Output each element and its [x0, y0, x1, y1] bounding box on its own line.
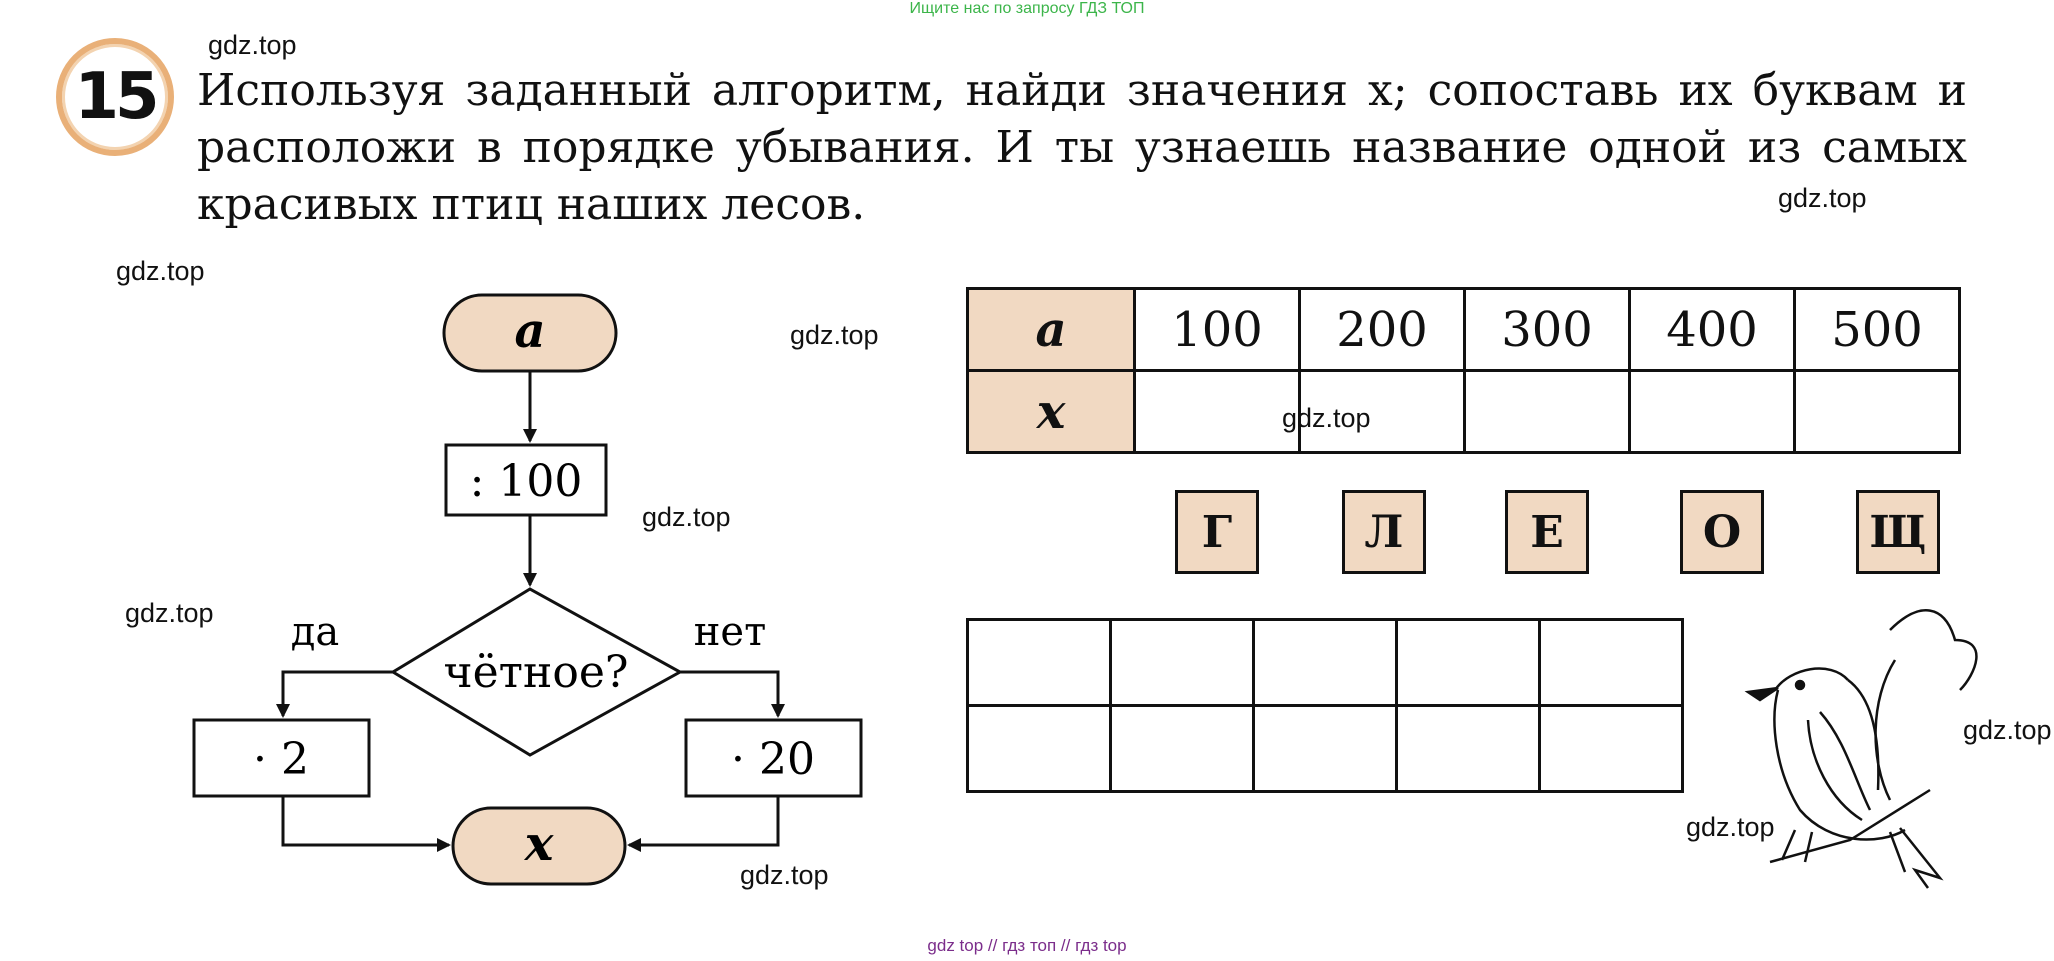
value-table-row-a [968, 289, 1960, 371]
watermark: gdz.top [790, 320, 879, 350]
value-table [966, 287, 1961, 454]
watermark: gdz.top [125, 598, 214, 628]
arrow-no-to-end [629, 796, 778, 845]
answer-grid-cell[interactable] [1111, 706, 1254, 792]
task-number-badge: 15 [56, 38, 174, 156]
value-table-a-cell: 300 [1465, 289, 1630, 371]
flowchart-multiply-20-label: · 20 [731, 734, 815, 785]
value-table-x-cell[interactable] [1630, 371, 1795, 453]
watermark: gdz.top [116, 256, 205, 286]
answer-grid-row [968, 706, 1683, 792]
watermark: gdz.top [1778, 183, 1867, 213]
flowchart-yes-label: да [290, 609, 340, 655]
top-banner[interactable]: Ищите нас по запросу ГДЗ ТОП [909, 0, 1145, 17]
task-text: Используя заданный алгоритм, найди значения x; сопоставь их буквам и расположи в порядке убывания. И ты узнаешь название одной из самых красивых птиц наших лесов. [197, 65, 1967, 230]
arrow-no-branch [680, 672, 778, 716]
answer-grid-row [968, 620, 1683, 706]
value-table-a-cell: 500 [1795, 289, 1960, 371]
flowchart-multiply-2-label: · 2 [253, 734, 309, 785]
watermark: gdz.top [1282, 403, 1371, 433]
letter-tile-shch: Щ [1856, 490, 1940, 574]
value-table-x-cell[interactable] [1795, 371, 1960, 453]
watermark: gdz.top [1686, 812, 1775, 842]
answer-grid-cell[interactable] [1111, 620, 1254, 706]
answer-grid-cell[interactable] [1540, 706, 1683, 792]
letter-tile-l: Л [1342, 490, 1426, 574]
letter-tile-e: Е [1505, 490, 1589, 574]
value-table-x-cell[interactable] [1465, 371, 1630, 453]
arrow-yes-to-end [283, 796, 449, 845]
flowchart-start-label: a [514, 303, 546, 359]
value-table-x-cell[interactable] [1135, 371, 1300, 453]
value-table-a-cell: 400 [1630, 289, 1795, 371]
answer-grid [966, 618, 1684, 793]
watermark: gdz.top [1963, 715, 2052, 745]
answer-grid-cell[interactable] [1254, 620, 1397, 706]
value-table-a-cell: 200 [1300, 289, 1465, 371]
answer-grid-cell[interactable] [1540, 620, 1683, 706]
flowchart-condition-label: чётное? [443, 647, 629, 698]
answer-grid-cell[interactable] [1397, 706, 1540, 792]
arrow-yes-branch [283, 672, 393, 716]
flowchart-no-label: нет [693, 609, 767, 655]
bird-illustration [1748, 610, 1976, 888]
value-table-a-cell: 100 [1135, 289, 1300, 371]
value-table-row-x [968, 371, 1960, 453]
watermark: gdz.top [642, 502, 731, 532]
flowchart-end-label: x [524, 816, 554, 872]
bottom-banner[interactable]: gdz top // гдз топ // гдз top [927, 936, 1127, 955]
answer-grid-cell[interactable] [968, 706, 1111, 792]
letter-tile-o: О [1680, 490, 1764, 574]
flowchart-divide-label: : 100 [469, 456, 583, 507]
answer-grid-cell[interactable] [1254, 706, 1397, 792]
value-table-header-a: a [968, 289, 1135, 371]
answer-grid-cell[interactable] [968, 620, 1111, 706]
value-table-header-x: x [968, 371, 1135, 453]
letter-tile-g: Г [1175, 490, 1259, 574]
answer-grid-cell[interactable] [1397, 620, 1540, 706]
watermark: gdz.top [208, 30, 297, 60]
watermark: gdz.top [740, 860, 829, 890]
